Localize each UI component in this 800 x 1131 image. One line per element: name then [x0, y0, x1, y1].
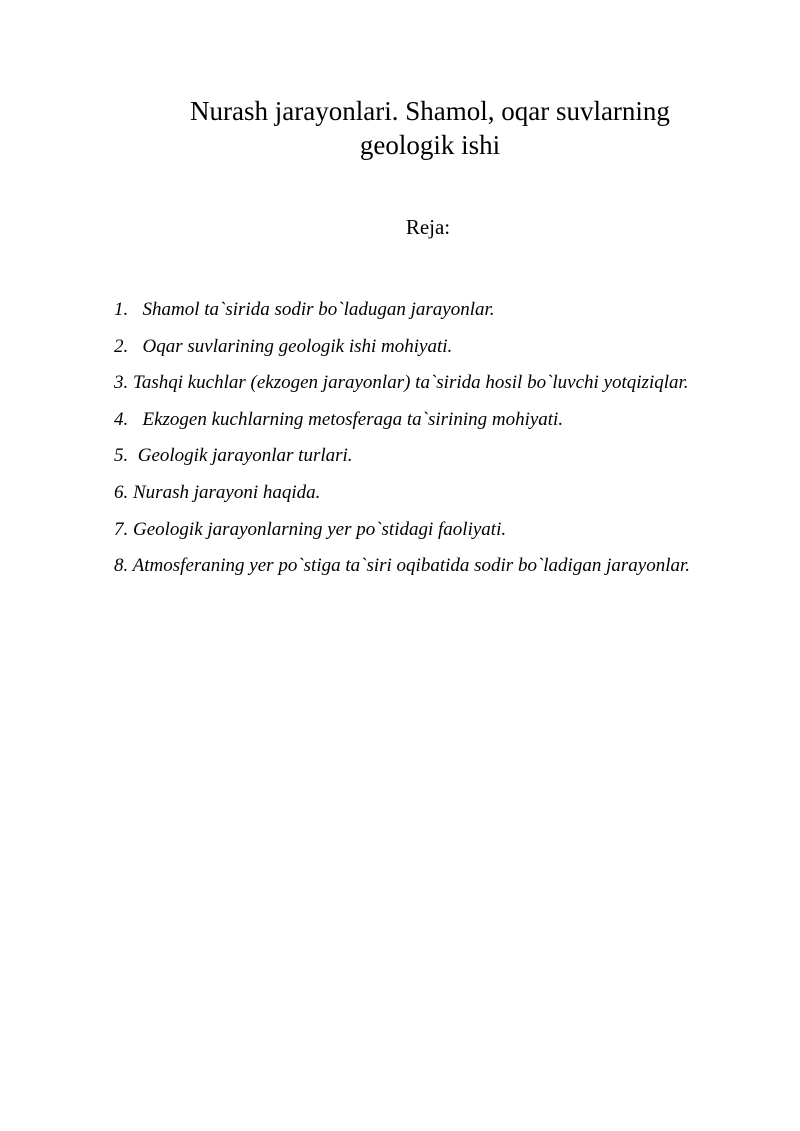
plan-item: [114, 402, 742, 439]
plan-item-number: 2.: [114, 335, 129, 357]
title-line-2: geologik ishi: [359, 130, 501, 160]
plan-item-text: Geologik jarayonlarning yer po`stidagi faoliyati.: [133, 518, 507, 540]
plan-item-text: Atmosferaning yer po`stiga ta`siri oqibatida sodir bo`ladigan jarayonlar.: [132, 555, 691, 577]
plan-item-number: 4.: [114, 408, 129, 430]
plan-item: [114, 512, 742, 549]
plan-item-number: 3.: [114, 372, 129, 394]
plan-item: [114, 438, 742, 475]
title-line-1: Nurash jarayonlari. Shamol, oqar suvlarning: [190, 96, 670, 126]
plan-item-number: 1.: [114, 299, 129, 320]
plan-item-number: 6.: [114, 481, 129, 503]
plan-item-text: Nurash jarayoni haqida.: [133, 481, 321, 503]
plan-item-number: 5.: [114, 445, 129, 467]
plan-item-number: 8.: [114, 555, 129, 577]
plan-item-text: Shamol ta`sirida sodir bo`ladugan jarayonlar.: [142, 299, 495, 320]
plan-item-text: Tashqi kuchlar (ekzogen jarayonlar) ta`sirida hosil bo`luvchi yotqiziqlar.: [133, 372, 689, 394]
plan-item-text: Oqar suvlarining geologik ishi mohiyati.: [142, 335, 453, 357]
plan-item: [114, 548, 742, 585]
plan-item-number: 7.: [114, 518, 129, 540]
plan-list: [114, 292, 742, 585]
plan-item-text: Geologik jarayonlar turlari.: [137, 445, 353, 467]
document-title: [90, 94, 770, 162]
plan-item: [114, 475, 742, 512]
plan-heading: Reja:: [405, 215, 451, 239]
plan-item: [114, 292, 742, 329]
plan-item: [114, 365, 742, 402]
plan-item: [114, 329, 742, 366]
plan-item-text: Ekzogen kuchlarning metosferaga ta`sirining mohiyati.: [142, 408, 564, 430]
